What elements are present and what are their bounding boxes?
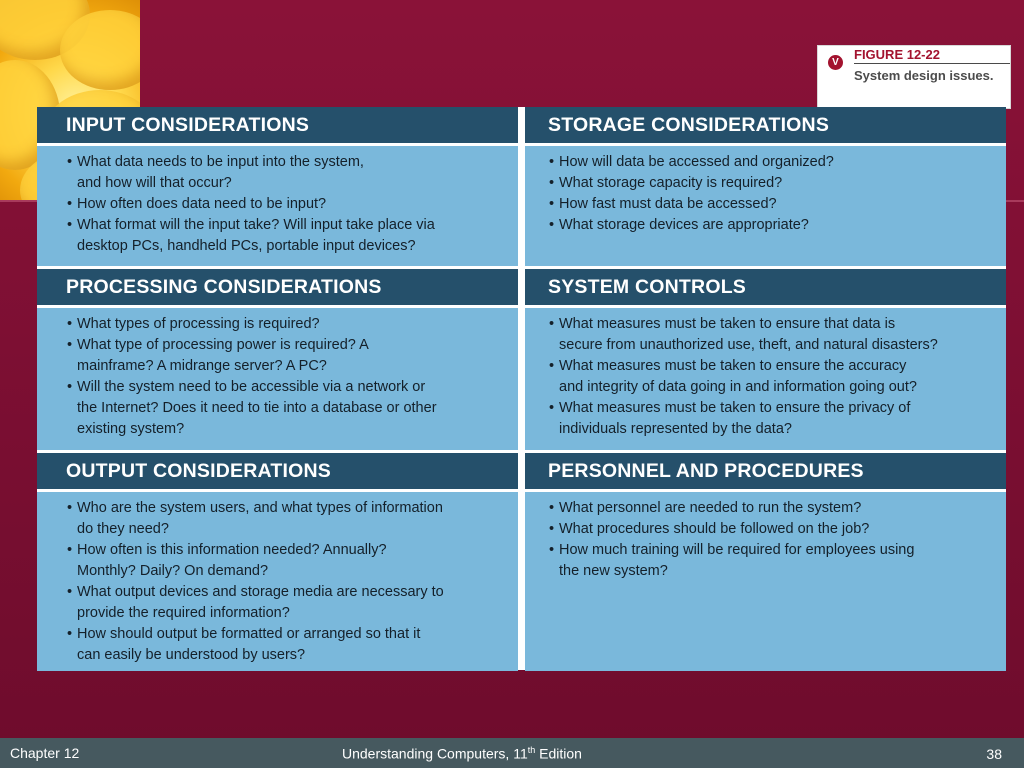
section-body-system-controls bbox=[525, 308, 1006, 450]
section-body-processing-considerations bbox=[37, 308, 518, 450]
bullet-line: What measures must be taken to ensure the privacy of bbox=[559, 400, 911, 416]
bullet-item bbox=[67, 314, 510, 335]
bullet-line: do they need? bbox=[77, 521, 169, 537]
bullet-list bbox=[549, 152, 998, 236]
bullet-line: What format will the input take? Will input take place via bbox=[77, 217, 435, 233]
bullet-item bbox=[549, 356, 998, 398]
section-body-personnel-and-procedures bbox=[525, 492, 1006, 671]
bullet-list bbox=[549, 314, 998, 440]
section-heading-processing-considerations: PROCESSING CONSIDERATIONS bbox=[37, 269, 518, 305]
figure-caption bbox=[817, 45, 1011, 109]
bullet-line: What personnel are needed to run the system? bbox=[559, 500, 862, 516]
bullet-item bbox=[549, 314, 998, 356]
bullet-line: Who are the system users, and what types of information bbox=[77, 500, 443, 516]
section-heading-input-considerations: INPUT CONSIDERATIONS bbox=[37, 107, 518, 143]
bullet-line: What types of processing is required? bbox=[77, 316, 320, 332]
bullet-line: What output devices and storage media are necessary to bbox=[77, 584, 444, 600]
bullet-item bbox=[67, 215, 510, 257]
bullet-line: Will the system need to be accessible via a network or bbox=[77, 379, 426, 395]
bullet-item bbox=[67, 498, 510, 540]
section-body-output-considerations bbox=[37, 492, 518, 671]
bullet-list bbox=[67, 152, 510, 257]
section-body-storage-considerations bbox=[525, 146, 1006, 266]
bullet-item bbox=[67, 540, 510, 582]
bullet-line: secure from unauthorized use, theft, and natural disasters? bbox=[559, 337, 938, 353]
section-heading-system-controls: SYSTEM CONTROLS bbox=[525, 269, 1006, 305]
figure-title: System design issues. bbox=[854, 68, 994, 83]
bullet-line: mainframe? A midrange server? A PC? bbox=[77, 358, 327, 374]
bullet-item bbox=[67, 377, 510, 440]
system-design-figure bbox=[37, 107, 1006, 670]
section-body-input-considerations bbox=[37, 146, 518, 266]
publisher-logo-icon: V bbox=[828, 55, 843, 70]
slide-footer bbox=[0, 738, 1024, 768]
section-heading-storage-considerations: STORAGE CONSIDERATIONS bbox=[525, 107, 1006, 143]
bullet-line: the new system? bbox=[559, 563, 668, 579]
footer-chapter: Chapter 12 bbox=[10, 745, 80, 761]
bullet-line: What measures must be taken to ensure the accuracy bbox=[559, 358, 907, 374]
bullet-line: provide the required information? bbox=[77, 605, 290, 621]
bullet-item bbox=[67, 194, 510, 215]
bullet-list bbox=[549, 498, 998, 582]
bullet-item bbox=[549, 173, 998, 194]
bullet-line: existing system? bbox=[77, 421, 185, 437]
bullet-line: How will data be accessed and organized? bbox=[559, 154, 834, 170]
bullet-line: and integrity of data going in and information going out? bbox=[559, 379, 917, 395]
bullet-list bbox=[67, 314, 510, 440]
bullet-line: What storage devices are appropriate? bbox=[559, 217, 809, 233]
bullet-item bbox=[549, 194, 998, 215]
bullet-item bbox=[549, 398, 998, 440]
bullet-item bbox=[67, 335, 510, 377]
bullet-item bbox=[549, 498, 998, 519]
bullet-line: desktop PCs, handheld PCs, portable input devices? bbox=[77, 238, 416, 254]
bullet-line: What type of processing power is required? A bbox=[77, 337, 369, 353]
bullet-item bbox=[549, 540, 998, 582]
bullet-line: How much training will be required for employees using bbox=[559, 542, 915, 558]
section-heading-output-considerations: OUTPUT CONSIDERATIONS bbox=[37, 453, 518, 489]
bullet-line: What measures must be taken to ensure that data is bbox=[559, 316, 896, 332]
section-heading-personnel-and-procedures: PERSONNEL AND PROCEDURES bbox=[525, 453, 1006, 489]
bullet-line: What procedures should be followed on the job? bbox=[559, 521, 870, 537]
figure-label: FIGURE 12-22 bbox=[854, 47, 1010, 64]
bullet-item bbox=[549, 519, 998, 540]
bullet-item bbox=[67, 152, 510, 194]
bullet-line: How often is this information needed? Annually? bbox=[77, 542, 387, 558]
bullet-line: the Internet? Does it need to tie into a database or other bbox=[77, 400, 437, 416]
bullet-item bbox=[549, 152, 998, 173]
bullet-line: What data needs to be input into the system, bbox=[77, 154, 364, 170]
bullet-line: How fast must data be accessed? bbox=[559, 196, 777, 212]
bullet-line: How should output be formatted or arranged so that it bbox=[77, 626, 421, 642]
bullet-item bbox=[67, 624, 510, 666]
bullet-line: How often does data need to be input? bbox=[77, 196, 327, 212]
bullet-line: individuals represented by the data? bbox=[559, 421, 792, 437]
footer-book-title: Understanding Computers, 11th Edition bbox=[342, 745, 582, 762]
bullet-item bbox=[67, 582, 510, 624]
bullet-item bbox=[549, 215, 998, 236]
bullet-line: What storage capacity is required? bbox=[559, 175, 783, 191]
bullet-line: Monthly? Daily? On demand? bbox=[77, 563, 269, 579]
considerations-grid bbox=[37, 107, 1006, 670]
bullet-line: and how will that occur? bbox=[77, 175, 232, 191]
bullet-line: can easily be understood by users? bbox=[77, 647, 306, 663]
slide-number: 38 bbox=[986, 746, 1002, 762]
bullet-list bbox=[67, 498, 510, 666]
